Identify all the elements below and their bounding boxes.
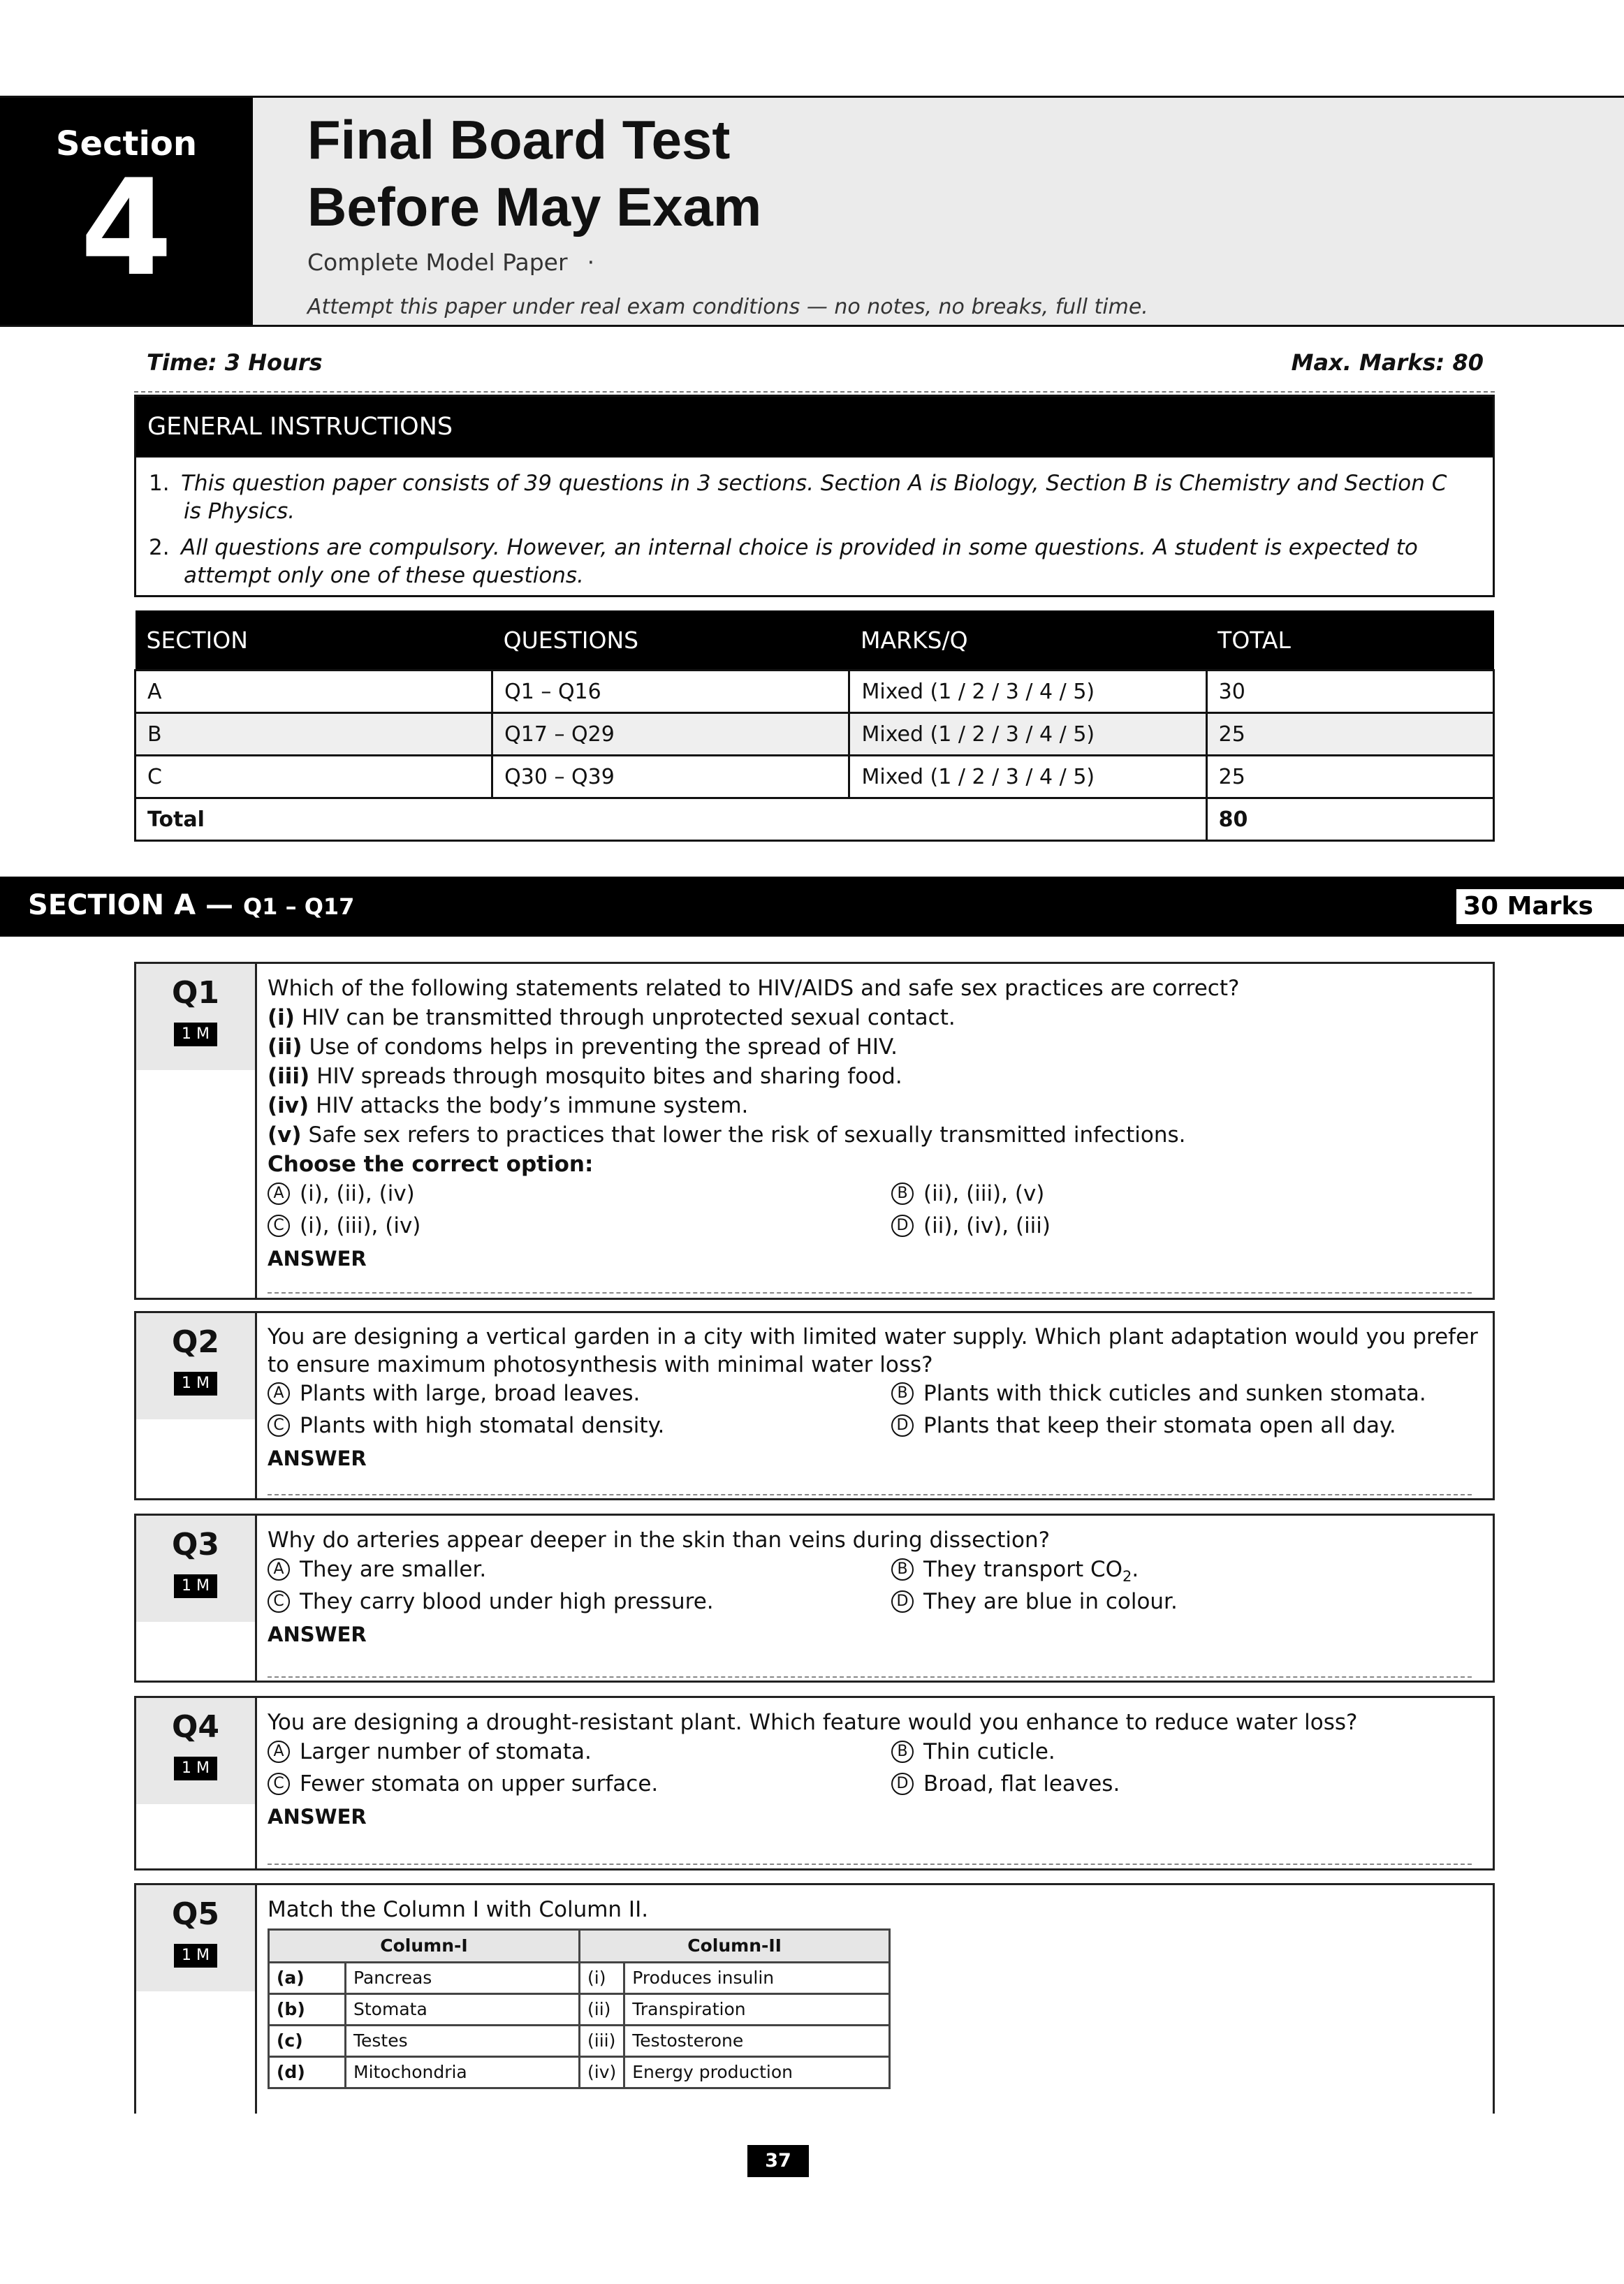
answer-line[interactable] xyxy=(268,1676,1472,1678)
answer-line[interactable] xyxy=(268,1494,1472,1495)
question-stem: You are designing a drought-resistant plant. Which feature would you enhance to reduce water loss? xyxy=(268,1710,1358,1735)
option-row xyxy=(268,1737,1486,1769)
table-cell: Mixed (1 / 2 / 3 / 4 / 5) xyxy=(849,756,1206,798)
option-letter-icon: C xyxy=(268,1414,290,1437)
question-card-q3 xyxy=(134,1514,1495,1683)
option-text: They are smaller. xyxy=(300,1557,487,1582)
option-c[interactable] xyxy=(268,1769,658,1799)
option-b[interactable] xyxy=(891,1379,1426,1408)
answer-label: ANSWER xyxy=(268,1447,367,1470)
option-letter-icon: B xyxy=(891,1183,914,1205)
statement-tag: (iv) xyxy=(268,1093,309,1118)
subtitle-dot: · xyxy=(587,249,595,276)
option-row xyxy=(268,1555,1486,1587)
option-text-end: . xyxy=(1132,1557,1139,1582)
option-a[interactable] xyxy=(268,1555,486,1584)
option-subscript: 2 xyxy=(1122,1568,1132,1586)
option-text: Plants with high stomatal density. xyxy=(300,1413,665,1438)
column-header: QUESTIONS xyxy=(492,610,849,671)
answer-label: ANSWER xyxy=(268,1805,367,1829)
match-row xyxy=(269,2026,890,2057)
column-header: MARKS/Q xyxy=(849,610,1206,671)
match-index: (d) xyxy=(269,2057,346,2088)
statement-tag: (i) xyxy=(268,1005,295,1030)
match-index: (c) xyxy=(269,2026,346,2057)
time-label: Time: 3 Hours xyxy=(147,349,323,376)
match-roman: (iv) xyxy=(580,2057,624,2088)
question-card-q4 xyxy=(134,1696,1495,1871)
card-divider xyxy=(255,1885,257,2114)
option-letter-icon: A xyxy=(268,1741,290,1763)
question-body xyxy=(268,1895,1486,2089)
table-row xyxy=(136,756,1494,798)
answer-line[interactable] xyxy=(268,1864,1472,1865)
match-value: Energy production xyxy=(624,2057,890,2088)
question-card-q1 xyxy=(134,962,1495,1300)
match-row xyxy=(269,2057,890,2088)
statement-tag: (v) xyxy=(268,1122,302,1148)
option-b[interactable] xyxy=(891,1179,1044,1208)
option-text: Fewer stomata on upper surface. xyxy=(300,1771,659,1796)
statement-text: Safe sex refers to practices that lower the risk of sexually transmitted infections. xyxy=(308,1122,1186,1148)
match-item: Stomata xyxy=(346,1994,580,2026)
section-title: SECTION A — xyxy=(28,889,233,921)
option-text: (ii), (iii), (v) xyxy=(923,1181,1045,1206)
option-letter-icon: B xyxy=(891,1741,914,1763)
match-row xyxy=(269,1963,890,1994)
question-stem: You are designing a vertical garden in a city with limited water supply. Which plant adaptation would you prefer to ensure maximum photosynthesis with minimal water loss? xyxy=(268,1324,1478,1377)
option-letter-icon: D xyxy=(891,1215,914,1237)
column-header: TOTAL xyxy=(1206,610,1493,671)
section-badge xyxy=(0,98,253,327)
instructions-heading: GENERAL INSTRUCTIONS xyxy=(136,397,1493,457)
table-cell: Q1 – Q16 xyxy=(492,671,849,713)
table-cell: 25 xyxy=(1206,713,1493,756)
option-c[interactable] xyxy=(268,1587,714,1616)
answer-line[interactable] xyxy=(268,1292,1472,1294)
match-header-row xyxy=(269,1930,890,1963)
question-number: Q2 xyxy=(171,1324,220,1360)
option-a[interactable] xyxy=(268,1179,415,1208)
table-row xyxy=(136,713,1494,756)
total-label: Total xyxy=(136,798,1207,841)
match-value: Testosterone xyxy=(624,2026,890,2057)
marks-badge: 1 M xyxy=(174,1757,217,1780)
option-d[interactable] xyxy=(891,1211,1051,1240)
match-table xyxy=(268,1928,891,2089)
option-text: They transport CO xyxy=(923,1557,1122,1582)
answer-label: ANSWER xyxy=(268,1247,367,1271)
table-cell: Q17 – Q29 xyxy=(492,713,849,756)
statement xyxy=(268,1032,1486,1062)
match-roman: (i) xyxy=(580,1963,624,1994)
instruction-item xyxy=(149,469,1465,525)
statement-tag: (iii) xyxy=(268,1064,310,1089)
statement-text: Use of condoms helps in preventing the spread of HIV. xyxy=(309,1034,898,1060)
option-c[interactable] xyxy=(268,1211,420,1240)
option-letter-icon: B xyxy=(891,1558,914,1581)
card-divider xyxy=(255,1698,257,1868)
question-body xyxy=(268,1708,1486,1832)
option-letter-icon: D xyxy=(891,1773,914,1795)
statement xyxy=(268,1120,1486,1150)
section-label xyxy=(28,889,354,921)
match-roman: (iii) xyxy=(580,2026,624,2057)
table-cell: 30 xyxy=(1206,671,1493,713)
page-title xyxy=(307,106,761,240)
option-text: They carry blood under high pressure. xyxy=(300,1589,714,1614)
table-row xyxy=(136,671,1494,713)
section-a-bar xyxy=(0,877,1624,937)
table-cell: 25 xyxy=(1206,756,1493,798)
table-header-row xyxy=(136,610,1494,671)
instruction-number: 1. xyxy=(149,471,170,496)
question-body xyxy=(268,1323,1486,1474)
option-b[interactable] xyxy=(891,1737,1055,1766)
question-stem: Match the Column I with Column II. xyxy=(268,1897,649,1922)
question-card-q2 xyxy=(134,1311,1495,1500)
option-text: (i), (ii), (iv) xyxy=(300,1181,415,1206)
statement xyxy=(268,1091,1486,1120)
option-row xyxy=(268,1587,1486,1619)
option-c[interactable] xyxy=(268,1411,664,1440)
table-cell: C xyxy=(136,756,492,798)
subtitle-text: Complete Model Paper xyxy=(307,249,568,276)
option-a[interactable] xyxy=(268,1737,592,1766)
option-text: Plants that keep their stomata open all day. xyxy=(923,1413,1396,1438)
option-text: Broad, flat leaves. xyxy=(923,1771,1120,1796)
option-letter-icon: D xyxy=(891,1590,914,1613)
choose-instruction: Choose the correct option: xyxy=(268,1152,594,1177)
question-body xyxy=(268,974,1486,1274)
marks-badge: 1 M xyxy=(174,1574,217,1598)
section-summary-table xyxy=(134,610,1495,842)
marks-badge: 1 M xyxy=(174,1023,217,1046)
instruction-number: 2. xyxy=(149,535,170,560)
match-row xyxy=(269,1994,890,2026)
question-stem: Why do arteries appear deeper in the skin than veins during dissection? xyxy=(268,1528,1051,1553)
match-value: Produces insulin xyxy=(624,1963,890,1994)
match-roman: (ii) xyxy=(580,1994,624,2026)
statement-text: HIV can be transmitted through unprotected sexual contact. xyxy=(301,1005,956,1030)
option-row xyxy=(268,1179,1486,1211)
column-header: SECTION xyxy=(136,610,492,671)
subtitle xyxy=(307,249,594,276)
statement-text: HIV spreads through mosquito bites and sharing food. xyxy=(316,1064,902,1089)
match-index: (a) xyxy=(269,1963,346,1994)
table-cell: B xyxy=(136,713,492,756)
option-text: Plants with large, broad leaves. xyxy=(300,1381,641,1406)
column-header: Column-II xyxy=(580,1930,890,1963)
title-line-2: Before May Exam xyxy=(307,176,762,237)
statement xyxy=(268,1062,1486,1091)
max-marks-label: Max. Marks: 80 xyxy=(1291,349,1484,376)
match-item: Mitochondria xyxy=(346,2057,580,2088)
option-row xyxy=(268,1379,1486,1411)
option-text: They are blue in colour. xyxy=(923,1589,1178,1614)
section-range: Q1 – Q17 xyxy=(242,893,355,920)
header-bottom-rule xyxy=(0,325,1624,327)
title-line-1: Final Board Test xyxy=(307,109,731,170)
option-a[interactable] xyxy=(268,1379,640,1408)
instruction-text: All questions are compulsory. However, an internal choice is provided in some questions. A student is expected to attempt only one of these questions. xyxy=(181,535,1418,588)
option-row xyxy=(268,1211,1486,1243)
option-d[interactable] xyxy=(891,1587,1178,1616)
option-letter-icon: C xyxy=(268,1590,290,1613)
option-letter-icon: A xyxy=(268,1558,290,1581)
section-word: Section xyxy=(55,124,198,163)
table-cell: Mixed (1 / 2 / 3 / 4 / 5) xyxy=(849,671,1206,713)
table-cell: Mixed (1 / 2 / 3 / 4 / 5) xyxy=(849,713,1206,756)
option-letter-icon: C xyxy=(268,1215,290,1237)
option-letter-icon: C xyxy=(268,1773,290,1795)
match-index: (b) xyxy=(269,1994,346,2026)
question-number: Q1 xyxy=(171,975,220,1011)
option-text: (ii), (iv), (iii) xyxy=(923,1213,1051,1238)
card-divider xyxy=(255,1313,257,1498)
question-number: Q3 xyxy=(171,1527,220,1562)
answer-label: ANSWER xyxy=(268,1623,367,1646)
total-value: 80 xyxy=(1206,798,1493,841)
page-number: 37 xyxy=(747,2145,809,2177)
question-number: Q4 xyxy=(171,1709,220,1745)
match-item: Testes xyxy=(346,2026,580,2057)
card-divider xyxy=(255,1516,257,1681)
statement xyxy=(268,1003,1486,1032)
option-row xyxy=(268,1769,1486,1801)
option-text: (i), (iii), (iv) xyxy=(300,1213,421,1238)
option-text: Larger number of stomata. xyxy=(300,1739,592,1764)
statement-tag: (ii) xyxy=(268,1034,302,1060)
option-d[interactable] xyxy=(891,1411,1396,1440)
instruction-item xyxy=(149,534,1465,590)
question-body xyxy=(268,1525,1486,1650)
option-letter-icon: A xyxy=(268,1183,290,1205)
option-letter-icon: D xyxy=(891,1414,914,1437)
option-text: Thin cuticle. xyxy=(923,1739,1055,1764)
column-header: Column-I xyxy=(269,1930,580,1963)
statement-text: HIV attacks the body’s immune system. xyxy=(316,1093,749,1118)
option-letter-icon: B xyxy=(891,1382,914,1405)
exam-note: Attempt this paper under real exam conditions — no notes, no breaks, full time. xyxy=(307,295,1148,319)
question-number: Q5 xyxy=(171,1896,220,1932)
option-row xyxy=(268,1411,1486,1443)
question-stem: Which of the following statements related to HIV/AIDS and safe sex practices are correct? xyxy=(268,976,1240,1001)
card-divider xyxy=(255,964,257,1298)
option-letter-icon: A xyxy=(268,1382,290,1405)
table-total-row xyxy=(136,798,1494,841)
match-item: Pancreas xyxy=(346,1963,580,1994)
general-instructions xyxy=(134,395,1495,597)
section-marks: 30 Marks xyxy=(1456,889,1624,924)
table-cell: Q30 – Q39 xyxy=(492,756,849,798)
instruction-text: This question paper consists of 39 questions in 3 sections. Section A is Biology, Section B is Chemistry and Section C is Physics. xyxy=(181,471,1447,524)
divider xyxy=(134,391,1495,393)
option-d[interactable] xyxy=(891,1769,1120,1799)
match-value: Transpiration xyxy=(624,1994,890,2026)
option-b[interactable] xyxy=(891,1555,1139,1591)
marks-badge: 1 M xyxy=(174,1944,217,1968)
marks-badge: 1 M xyxy=(174,1372,217,1396)
option-text: Plants with thick cuticles and sunken stomata. xyxy=(923,1381,1426,1406)
table-cell: A xyxy=(136,671,492,713)
question-card-q5 xyxy=(134,1883,1495,2114)
section-number: 4 xyxy=(80,151,173,305)
